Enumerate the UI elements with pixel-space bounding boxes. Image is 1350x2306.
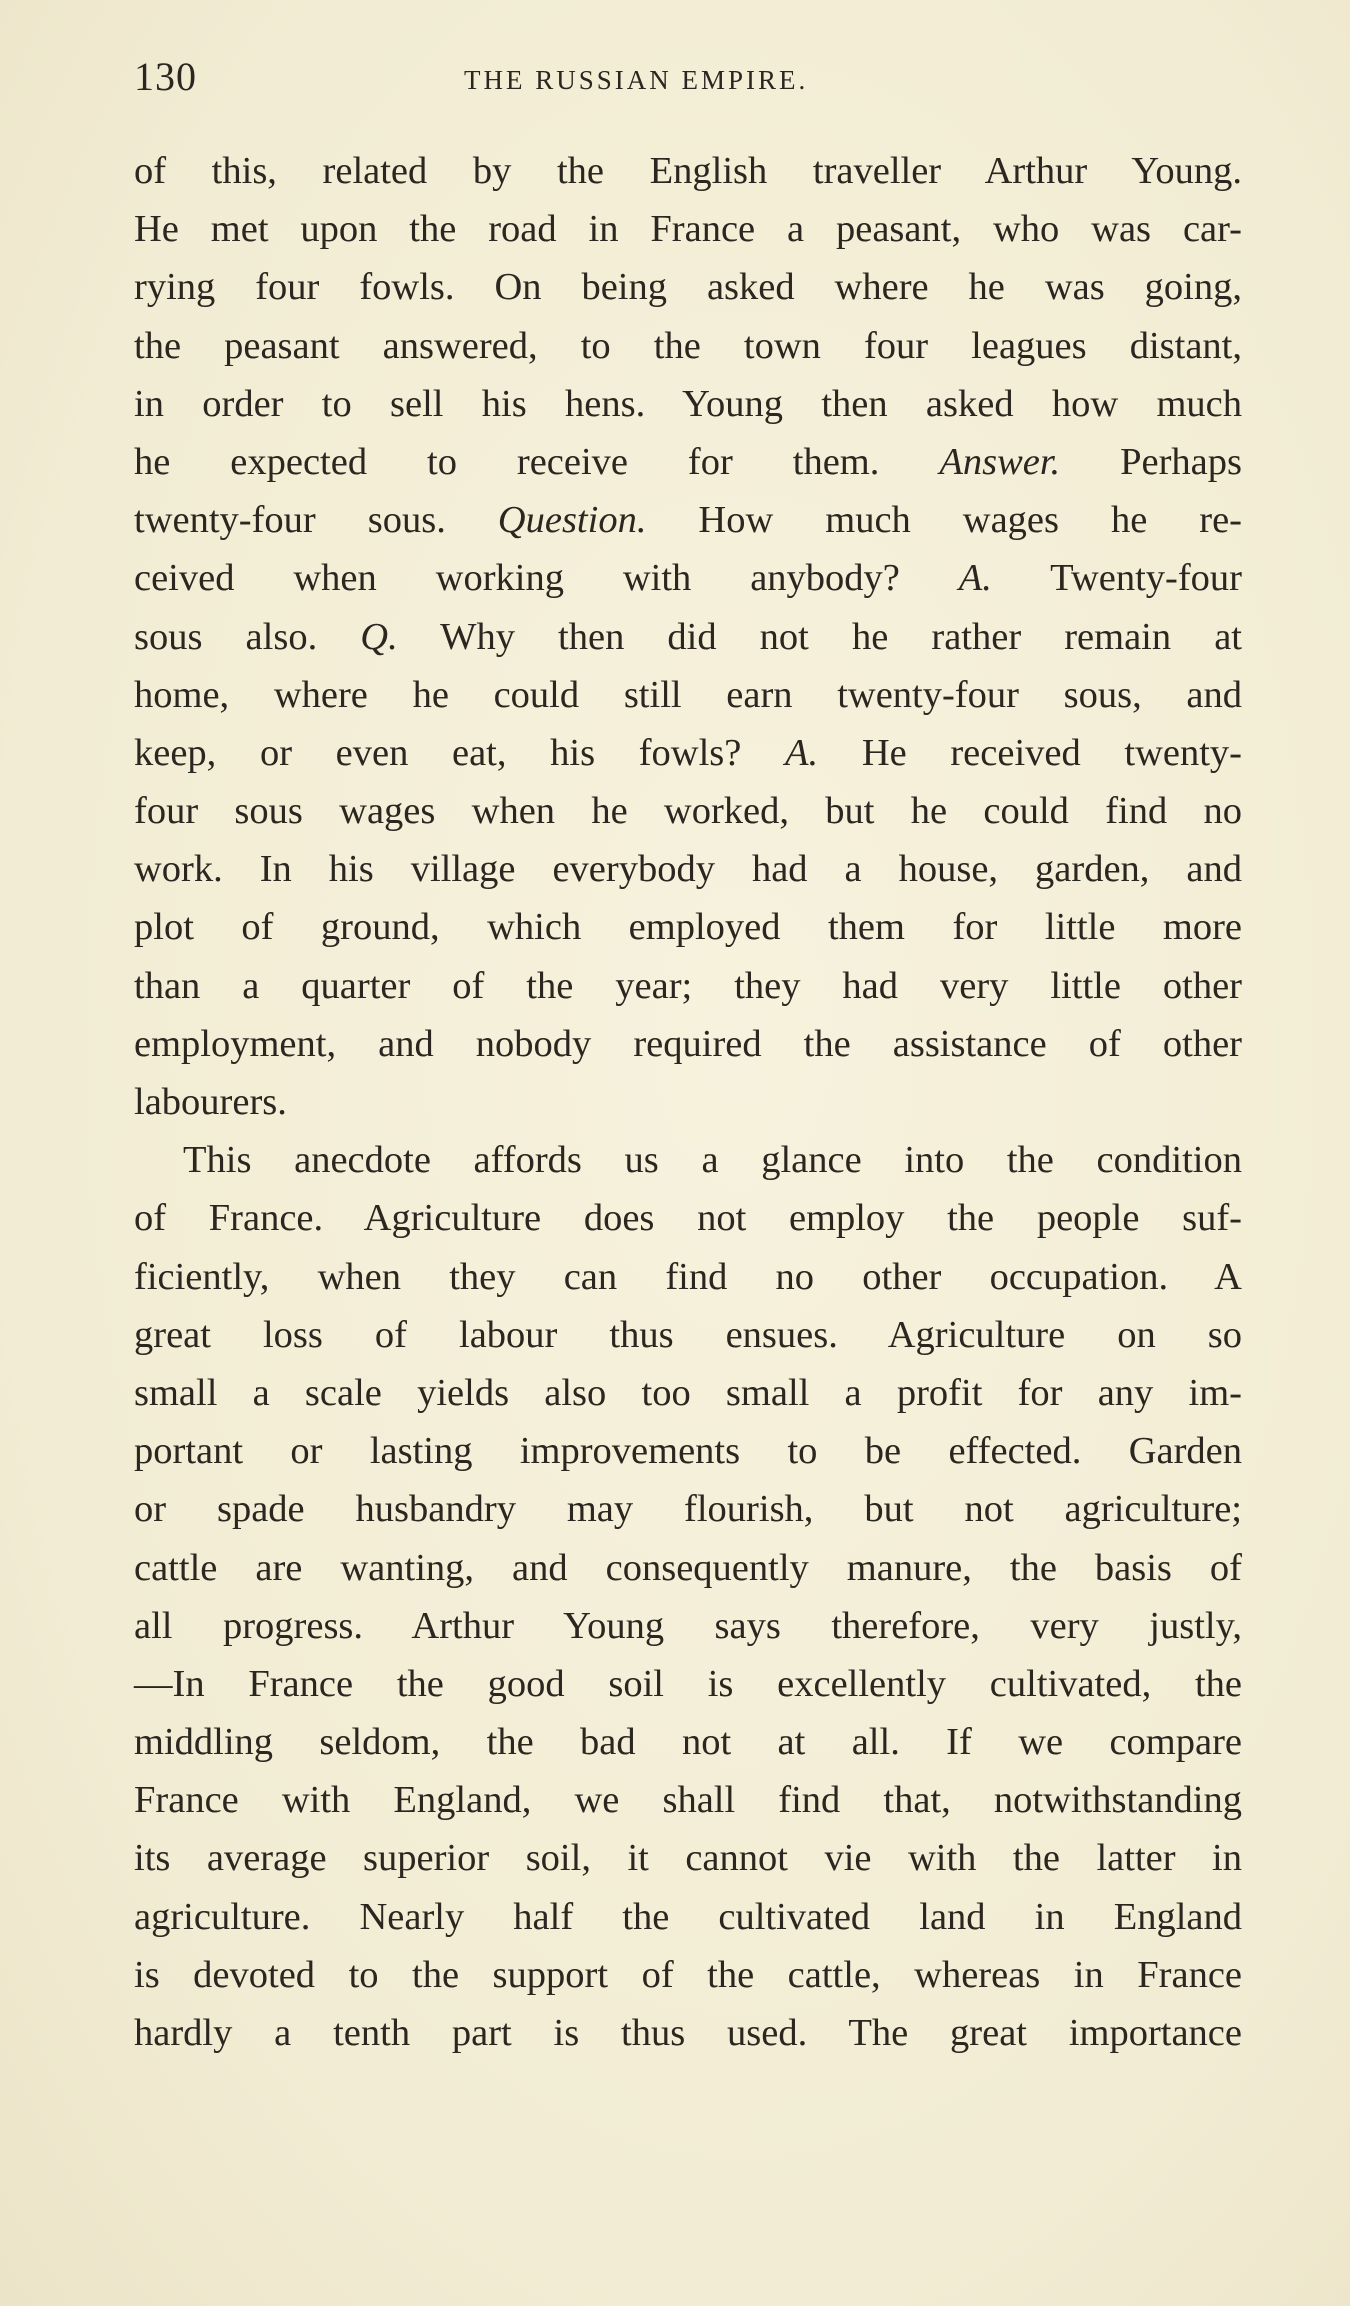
text-line <box>134 1131 1242 1189</box>
italic-term: Q. <box>360 615 398 658</box>
text-line <box>134 491 1242 549</box>
text-line-content: all progress. Arthur Young says therefore, very justly, <box>134 1604 1242 1647</box>
text-line-content: its average superior soil, it cannot vie with the latter in <box>134 1837 1242 1880</box>
text-line <box>134 142 1242 200</box>
text-line-after: How much wages he re- <box>646 499 1243 542</box>
text-line <box>134 1946 1242 2004</box>
text-line-content: hardly a tenth part is thus used. The great importance <box>134 2012 1242 2054</box>
text-line-content: agriculture. Nearly half the cultivated land in England <box>134 1895 1242 1938</box>
text-line-content: portant or lasting improvements to be effected. Garden <box>134 1430 1242 1473</box>
text-line-after: Perhaps <box>1060 440 1242 483</box>
text-line <box>134 317 1242 375</box>
text-line <box>134 1771 1242 1829</box>
text-line-content: or spade husbandry may flourish, but not agriculture; <box>134 1488 1242 1531</box>
italic-term: A. <box>958 557 992 600</box>
text-line-before: keep, or even eat, his fowls? <box>134 731 786 774</box>
text-line-content: ficiently, when they can find no other occupation. A <box>134 1255 1242 1298</box>
text-line <box>134 375 1242 433</box>
text-line <box>134 258 1242 316</box>
text-line-content: employment, and nobody required the assistance of other <box>134 1022 1242 1065</box>
text-line <box>134 782 1242 840</box>
text-line-before: ceived when working with anybody? <box>134 557 959 600</box>
text-line <box>134 1829 1242 1887</box>
text-line <box>134 1189 1242 1247</box>
text-line-before: twenty-four sous. <box>134 499 498 542</box>
text-line-content: is devoted to the support of the cattle, whereas in France <box>134 1953 1242 1996</box>
text-line-after: He received twenty- <box>818 731 1242 774</box>
text-line-content: work. In his village everybody had a house, garden, and <box>134 848 1242 891</box>
text-line-content: home, where he could still earn twenty-four sous, and <box>134 673 1242 716</box>
text-line-content: cattle are wanting, and consequently manure, the basis of <box>134 1546 1242 1589</box>
text-line-content: labourers. <box>134 1081 287 1123</box>
body-text <box>134 142 1242 2062</box>
text-line-content: great loss of labour thus ensues. Agriculture on so <box>134 1313 1242 1356</box>
running-title: THE RUSSIAN EMPIRE. <box>464 65 809 95</box>
italic-term: Answer. <box>939 440 1061 483</box>
text-line-content: than a quarter of the year; they had very little other <box>134 964 1242 1007</box>
italic-term: A. <box>785 731 819 774</box>
text-line-content: in order to sell his hens. Young then asked how much <box>134 382 1242 425</box>
text-line <box>134 957 1242 1015</box>
text-line-content: He met upon the road in France a peasant, who was car- <box>134 208 1242 251</box>
text-line-content: plot of ground, which employed them for little more <box>134 906 1242 949</box>
text-line-before: he expected to receive for them. <box>134 440 940 483</box>
text-line <box>134 2004 1242 2062</box>
italic-term: Question. <box>497 499 647 542</box>
text-line <box>134 1888 1242 1946</box>
text-line-before: sous also. <box>134 615 361 658</box>
text-line-content: —In France the good soil is excellently cultivated, the <box>134 1662 1242 1705</box>
text-line <box>134 549 1242 607</box>
text-line <box>134 608 1242 666</box>
text-line <box>134 1480 1242 1538</box>
text-line <box>134 1306 1242 1364</box>
text-line <box>134 1539 1242 1597</box>
text-line <box>134 1364 1242 1422</box>
text-line-after: Why then did not he rather remain at <box>397 615 1242 658</box>
text-line-after: Twenty-four <box>991 557 1242 600</box>
text-line-content: France with England, we shall find that, notwithstanding <box>134 1779 1242 1822</box>
text-line-content: of this, related by the English traveller Arthur Young. <box>134 150 1242 192</box>
text-line-content: rying four fowls. On being asked where he was going, <box>134 266 1242 309</box>
text-line-content: This anecdote affords us a glance into the condition <box>183 1139 1242 1182</box>
text-line <box>134 1655 1242 1713</box>
text-line-content: the peasant answered, to the town four leagues distant, <box>134 324 1242 367</box>
text-line <box>134 1015 1242 1073</box>
text-line <box>134 1073 1242 1131</box>
text-line <box>134 898 1242 956</box>
text-line <box>134 666 1242 724</box>
text-line-content: four sous wages when he worked, but he could find no <box>134 790 1242 833</box>
text-line-content: small a scale yields also too small a profit for any im- <box>134 1371 1242 1414</box>
text-line <box>134 724 1242 782</box>
text-line <box>134 200 1242 258</box>
text-line <box>134 1422 1242 1480</box>
text-line <box>134 1713 1242 1771</box>
running-head <box>134 52 1242 102</box>
text-line <box>134 1597 1242 1655</box>
page-number: 130 <box>134 54 197 99</box>
text-line <box>134 433 1242 491</box>
text-line <box>134 840 1242 898</box>
text-line-content: middling seldom, the bad not at all. If we compare <box>134 1721 1242 1764</box>
text-line <box>134 1248 1242 1306</box>
text-line-content: of France. Agriculture does not employ the people suf- <box>134 1197 1242 1240</box>
